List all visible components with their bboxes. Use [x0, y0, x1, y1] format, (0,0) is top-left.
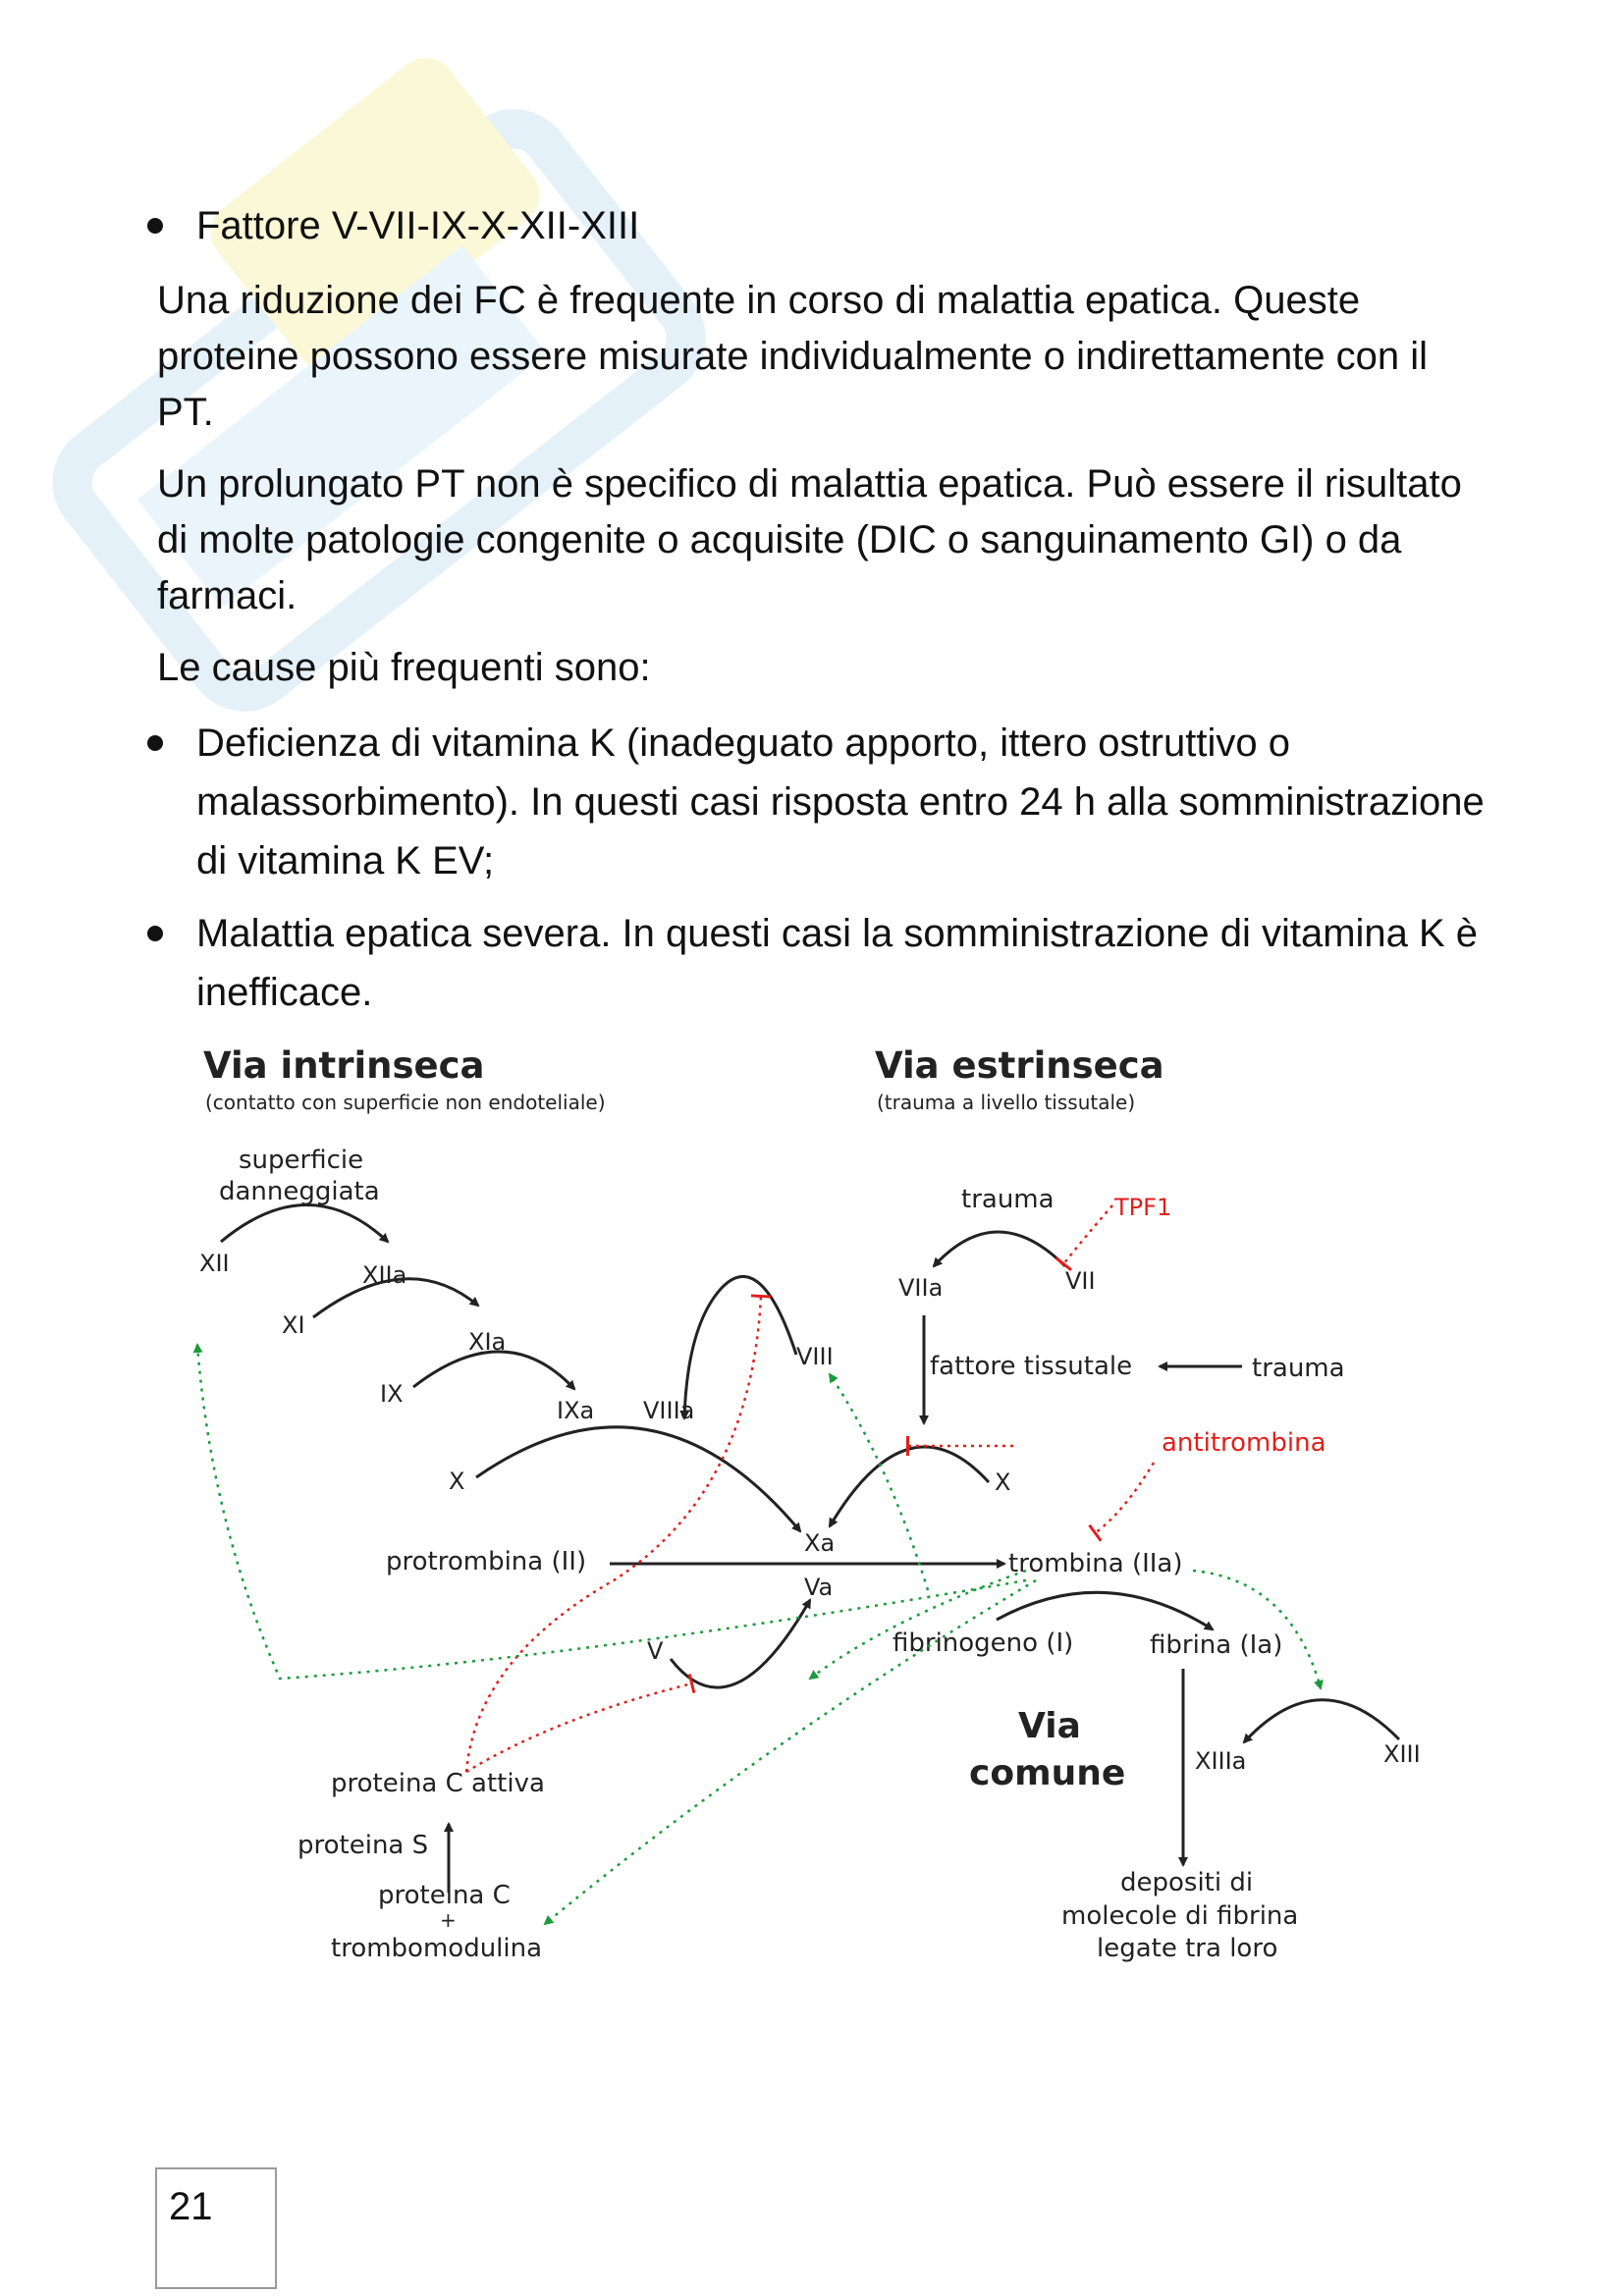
label-x-left: X	[449, 1468, 465, 1495]
label-xiiia: XIIIa	[1195, 1747, 1247, 1775]
label-v: V	[647, 1637, 664, 1665]
label-trauma-right: trauma	[1252, 1354, 1345, 1383]
label-tpf1: TPF1	[1114, 1194, 1172, 1221]
label-x-right: X	[995, 1468, 1011, 1496]
factors-bullet	[196, 196, 1492, 255]
label-trombomodulina: trombomodulina	[331, 1934, 543, 1963]
label-viii: VIII	[796, 1343, 834, 1370]
label-trauma-top: trauma	[961, 1185, 1055, 1214]
activate-trombina-v	[810, 1571, 1026, 1679]
label-xia: XIa	[468, 1328, 507, 1356]
label-proteina-c-attiva: proteina C attiva	[331, 1769, 545, 1798]
arrow-xright-xa	[830, 1447, 989, 1526]
label-vii: VII	[1065, 1267, 1096, 1295]
cause-bullet-2	[196, 904, 1492, 1022]
arrow-viii-viiia	[684, 1276, 796, 1418]
cause-text-1: Deficienza di vitamina K (inadeguato apporto, ittero ostruttivo o malassorbimento). In questi casi risposta entro 24 h alla somministrazione di vitamina K EV;	[196, 721, 1485, 882]
label-fattore-tissutale: fattore tissutale	[930, 1352, 1133, 1381]
factors-text: Fattore V-VII-IX-X-XII-XIII	[196, 204, 640, 247]
inhibit-tpf1-vii	[1063, 1205, 1112, 1264]
arrow-v-va	[671, 1600, 810, 1687]
label-viiia: VIIIa	[643, 1397, 695, 1424]
arrow-vii-viia	[934, 1232, 1065, 1266]
label-plus: +	[440, 1908, 457, 1932]
bullet-dot	[147, 218, 163, 234]
inhibit-pca-viii	[466, 1296, 761, 1772]
label-xiia: XIIa	[362, 1261, 407, 1289]
label-xi: XI	[282, 1311, 305, 1339]
label-proteina-s: proteina S	[298, 1831, 429, 1860]
label-depositi-2: molecole di fibrina	[1061, 1901, 1299, 1931]
label-antitrombina: antitrombina	[1162, 1428, 1326, 1458]
label-xii: XII	[199, 1250, 230, 1277]
label-protrombina: protrombina (II)	[386, 1547, 587, 1576]
inhibit-pca-v	[466, 1683, 692, 1772]
arrow-xii-xiia	[221, 1205, 388, 1243]
label-depositi-1: depositi di	[1120, 1868, 1254, 1897]
extrinsic-title: Via estrinseca	[875, 1044, 1164, 1087]
label-comune: comune	[969, 1753, 1126, 1793]
label-proteina-c: proteina C	[378, 1881, 511, 1910]
label-fibrinogeno: fibrinogeno (I)	[893, 1629, 1074, 1658]
arrow-x-xa	[476, 1427, 800, 1531]
arrow-ix-ixa	[413, 1352, 574, 1389]
label-fibrina: fibrina (Ia)	[1150, 1630, 1283, 1660]
label-xiii: XIII	[1383, 1740, 1421, 1768]
activate-trombina-viii	[830, 1374, 928, 1590]
label-danneggiata: danneggiata	[219, 1177, 380, 1206]
bullet-dot	[147, 735, 163, 751]
extrinsic-subtitle: (trauma a livello tissutale)	[877, 1091, 1136, 1114]
label-xa: Xa	[804, 1529, 836, 1557]
arrow-fibrinogeno-fibrina	[997, 1592, 1213, 1629]
intrinsic-title: Via intrinseca	[203, 1044, 485, 1087]
page-number-box	[155, 2167, 277, 2289]
coagulation-cascade-diagram	[182, 1031, 1497, 1993]
intrinsic-subtitle: (contatto con superficie non endoteliale)	[205, 1091, 606, 1114]
arrow-xiii-xiiia	[1244, 1700, 1399, 1742]
label-superficie: superficie	[239, 1146, 364, 1175]
inhibit-antitrombina-trombina	[1095, 1463, 1154, 1533]
label-viia: VIIa	[898, 1274, 944, 1302]
paragraph-1: Una riduzione dei FC è frequente in corso di malattia epatica. Queste proteine possono essere misurate individualmente o indirettamente con il PT.	[157, 279, 1429, 434]
label-ix: IX	[380, 1380, 404, 1408]
page-number: 21	[169, 2185, 213, 2228]
label-trombina: trombina (IIa)	[1008, 1549, 1183, 1578]
label-ixa: IXa	[557, 1397, 595, 1424]
bullet-dot	[147, 926, 163, 941]
cause-text-2: Malattia epatica severa. In questi casi la somministrazione di vitamina K è inefficace.	[196, 912, 1479, 1014]
paragraph-3: Le cause più frequenti sono:	[157, 646, 651, 689]
label-via: Via	[1018, 1706, 1081, 1746]
paragraph-2: Un prolungato PT non è specifico di malattia epatica. Può essere il risultato di molte patologie congenite o acquisite (DIC o sanguinamento GI) o da farmaci.	[157, 462, 1462, 617]
label-depositi-3: legate tra loro	[1097, 1934, 1278, 1963]
label-va: Va	[804, 1574, 834, 1601]
cause-bullet-1	[196, 714, 1492, 890]
